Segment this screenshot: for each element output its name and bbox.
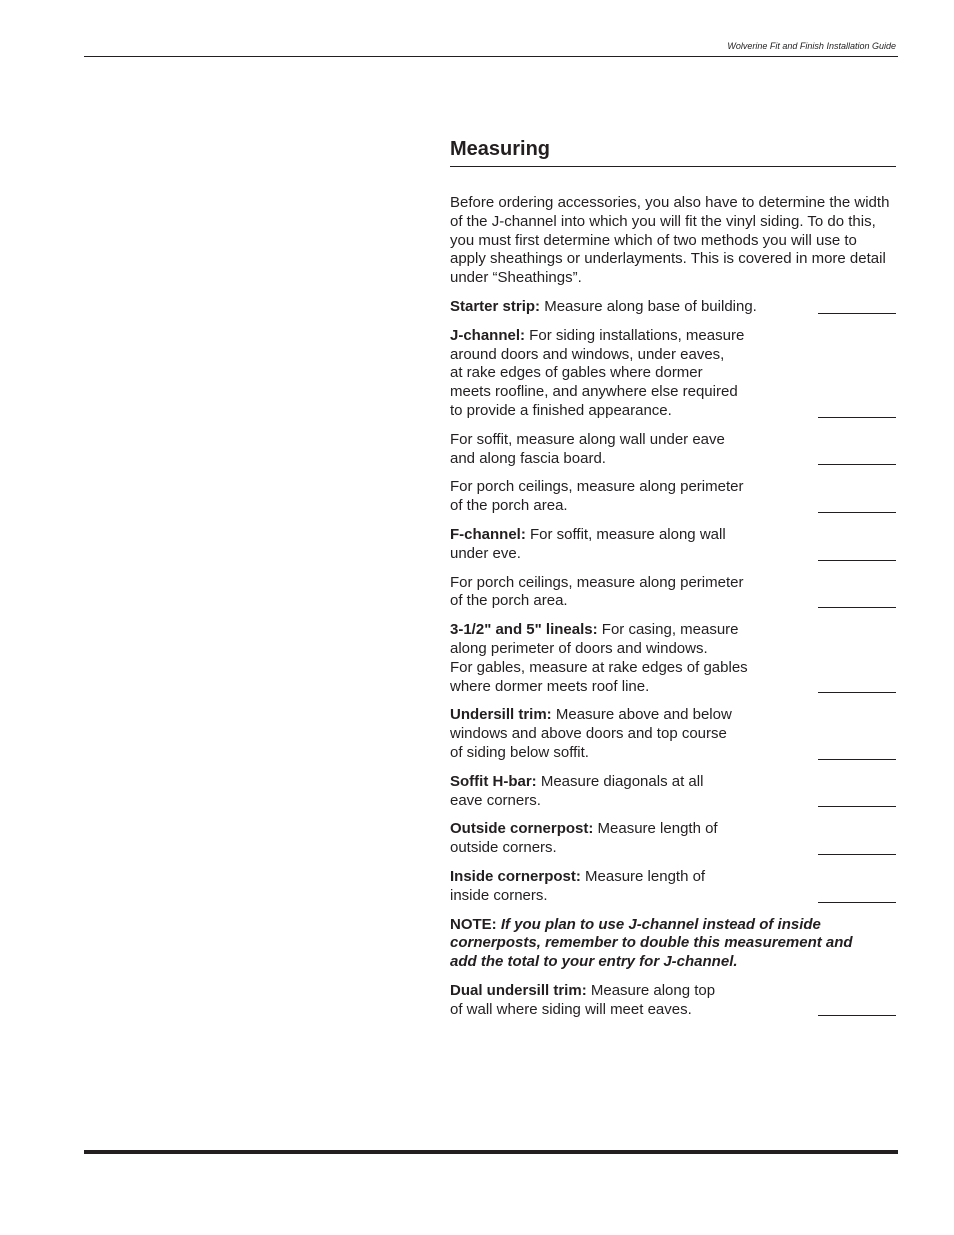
entry-blank-line[interactable] bbox=[818, 560, 896, 561]
entry-text bbox=[450, 574, 790, 612]
measuring-section bbox=[450, 136, 896, 1019]
entry-label: J-channel: bbox=[450, 326, 526, 344]
entry-description: Measure length of outside corners. bbox=[450, 820, 718, 857]
entry-text bbox=[450, 868, 790, 906]
entry-description: For porch ceilings, measure along perimeter of the porch area. bbox=[450, 478, 744, 515]
measurement-entry bbox=[450, 820, 896, 858]
entry-text bbox=[450, 478, 790, 516]
entry-dual-undersill-trim bbox=[450, 982, 896, 1020]
entry-blank-line[interactable] bbox=[818, 759, 896, 760]
entry-description: For porch ceilings, measure along perimeter of the porch area. bbox=[450, 573, 744, 610]
measurement-entry bbox=[450, 574, 896, 612]
entry-text bbox=[450, 982, 790, 1020]
entry-description: Measure length of inside corners. bbox=[450, 867, 706, 904]
note-paragraph bbox=[450, 916, 870, 972]
measurement-entry bbox=[450, 773, 896, 811]
entry-description: Measure along top of wall where siding will meet eaves. bbox=[450, 981, 716, 1018]
entry-blank-line[interactable] bbox=[818, 607, 896, 608]
entry-label: F-channel: bbox=[450, 525, 526, 543]
entry-text bbox=[450, 526, 790, 564]
intro-paragraph: Before ordering accessories, you also have to determine the width of the J-channel into which you will fit the vinyl siding. To do this, you must first determine which of two methods you will use to apply sheathings or underlayments. This is covered in more detail under “Sheathings”. bbox=[450, 194, 890, 287]
section-title: Measuring bbox=[450, 136, 896, 167]
entry-text bbox=[450, 820, 790, 858]
entry-label: Starter strip: bbox=[450, 297, 541, 315]
entry-blank-line[interactable] bbox=[818, 417, 896, 418]
entry-description: For siding installations, measure around doors and windows, under eaves, at rake edges of gables where dormer meets roofline, and anywhere else required to provide a finished appearance. bbox=[450, 326, 745, 419]
measurement-entry bbox=[450, 298, 896, 317]
entry-blank-line[interactable] bbox=[818, 806, 896, 807]
entry-description: Measure diagonals at all eave corners. bbox=[450, 772, 704, 809]
note-text: If you plan to use J-channel instead of inside cornerposts, remember to double this measurement and add the total to your entry for J-channel. bbox=[450, 915, 853, 971]
entry-blank-line[interactable] bbox=[818, 464, 896, 465]
measurement-entry bbox=[450, 327, 896, 421]
measurement-entry bbox=[450, 431, 896, 469]
entry-text bbox=[450, 431, 790, 469]
measurement-entry bbox=[450, 868, 896, 906]
entry-label: Soffit H-bar: bbox=[450, 772, 537, 790]
measurement-entry bbox=[450, 526, 896, 564]
entry-text bbox=[450, 773, 790, 811]
entry-description: For casing, measure along perimeter of doors and windows. For gables, measure at rake edges of gables where dormer meets roof line. bbox=[450, 621, 748, 695]
entry-description: For soffit, measure along wall under eve. bbox=[450, 525, 726, 562]
entry-blank-line[interactable] bbox=[818, 1015, 896, 1016]
entry-text bbox=[450, 621, 790, 696]
note-label: NOTE: bbox=[450, 915, 497, 933]
measurement-entry bbox=[450, 706, 896, 762]
footer-rule bbox=[84, 1150, 898, 1154]
entry-blank-line[interactable] bbox=[818, 692, 896, 693]
entry-description: For soffit, measure along wall under eave and along fascia board. bbox=[450, 430, 725, 467]
entry-blank-line[interactable] bbox=[818, 512, 896, 513]
measurement-entries bbox=[450, 298, 896, 906]
measurement-entry bbox=[450, 478, 896, 516]
entry-text bbox=[450, 327, 790, 421]
entry-label: Undersill trim: bbox=[450, 706, 552, 724]
measurement-entry bbox=[450, 621, 896, 696]
entry-label: 3-1/2" and 5" lineals: bbox=[450, 621, 598, 639]
entry-label: Inside cornerpost: bbox=[450, 867, 581, 885]
entry-description: Measure along base of building. bbox=[540, 297, 757, 315]
entry-description: Measure above and below windows and above doors and top course of siding below soffit. bbox=[450, 706, 732, 761]
entry-blank-line[interactable] bbox=[818, 902, 896, 903]
entry-blank-line[interactable] bbox=[818, 313, 896, 314]
entry-text bbox=[450, 706, 790, 762]
entry-label: Outside cornerpost: bbox=[450, 820, 594, 838]
entry-text bbox=[450, 298, 790, 317]
header-rule bbox=[84, 56, 898, 57]
entry-label: Dual undersill trim: bbox=[450, 981, 587, 999]
entry-blank-line[interactable] bbox=[818, 854, 896, 855]
running-header: Wolverine Fit and Finish Installation Guide bbox=[727, 41, 896, 51]
